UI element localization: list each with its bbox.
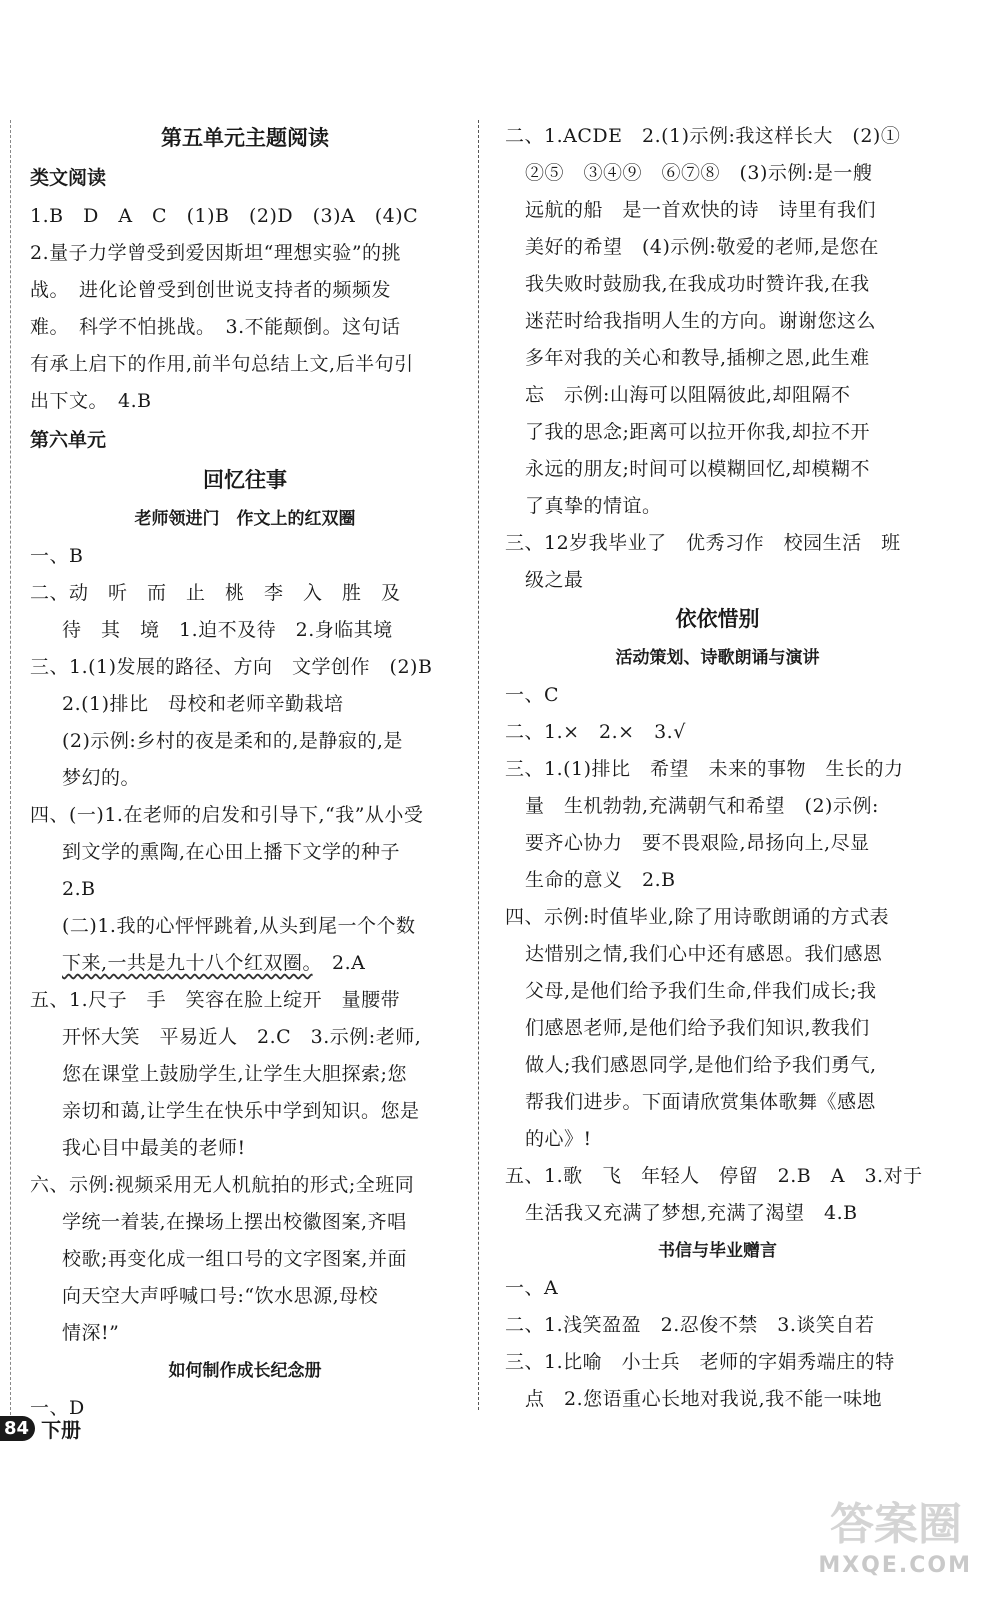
answer-line: 2.B [62,878,96,900]
answer-line: 二、1.浅笑盈盈 2.忍俊不禁 3.谈笑自若 [505,1314,875,1336]
answer-line: 要齐心协力 要不畏艰险,昂扬向上,尽显 [525,832,870,854]
answer-line: 迷茫时给我指明人生的方向。谢谢您这么 [525,310,877,332]
answer-line: 1.B D A C (1)B (2)D (3)A (4)C [30,205,419,227]
answer-line: 情深!” [62,1322,120,1344]
answer-line: 永远的朋友;时间可以模糊回忆,却模糊不 [525,458,870,480]
huiyi-title: 回忆往事 [203,468,287,492]
answer-line: 们感恩老师,是他们给予我们知识,教我们 [525,1017,870,1039]
answer-line: 学统一着装,在操场上摆出校徽图案,齐唱 [62,1211,407,1233]
answer-line: 您在课堂上鼓励学生,让学生大胆探索;您 [62,1063,407,1085]
answer-line: 忘 示例:山海可以阻隔彼此,却阻隔不 [525,384,851,406]
answer-line: 一、C [505,684,560,706]
answer-line: 的心》! [525,1128,592,1150]
answer-line: 量 生机勃勃,充满朝气和希望 (2)示例: [525,795,879,817]
left-column [30,118,460,1427]
answer-line: 三、12岁我毕业了 优秀习作 校园生活 班 [505,532,901,554]
answer-line: 四、示例:时值毕业,除了用诗歌朗诵的方式表 [505,906,889,928]
volume-label: 下册 [41,1418,82,1442]
watermark-site: MXQE.COM [818,1553,972,1578]
answer-line: 三、1.(1)发展的路径、方向 文学创作 (2)B [30,656,433,678]
answer-line: (2)示例:乡村的夜是柔和的,是静寂的,是 [62,730,403,752]
answer-line: 四、(一)1.在老师的启发和引导下,“我”从小受 [30,804,424,826]
answer-line: 开怀大笑 平易近人 2.C 3.示例:老师, [62,1026,422,1048]
jinianc-subtitle: 如何制作成长纪念册 [168,1361,322,1381]
answer-line: 远航的船 是一首欢快的诗 诗里有我们 [525,199,877,221]
section-leiwen: 类文阅读 [30,167,107,189]
answer-line: ②⑤ ③④⑨ ⑥⑦⑧ (3)示例:是一艘 [525,162,873,184]
zuowen-subtitle: 老师领进门 作文上的红双圈 [134,509,356,529]
shuxin-subtitle: 书信与毕业赠言 [658,1241,777,1261]
wavy-underlined-text: 下来,一共是九十八个红双圈。 [62,952,313,974]
answer-line: 二、1.× 2.× 3.√ [505,721,686,743]
huodong-subtitle: 活动策划、诗歌朗诵与演讲 [615,648,820,668]
answer-line: 点 2.您语重心长地对我说,我不能一味地 [525,1388,883,1410]
answer-line: 战。 进化论曾受到创世说支持者的频频发 [30,279,392,301]
answer-line: 五、1.尺子 手 笑容在脸上绽开 量腰带 [30,989,401,1011]
answer-line: (二)1.我的心怦怦跳着,从头到尾一个个数 [62,915,416,937]
answer-line: 待 其 境 1.迫不及待 2.身临其境 [62,619,393,641]
answer-line: 到文学的熏陶,在心田上播下文学的种子 [62,841,401,863]
answer-line: 达惜别之情,我们心中还有感恩。我们感恩 [525,943,883,965]
right-column [505,118,930,1418]
answer-line: 一、D [30,1397,85,1419]
answer-line: 校歌;再变化成一组口号的文字图案,并面 [62,1248,407,1270]
answer-line: 了真挚的情谊。 [525,495,662,517]
answer-line: 父母,是他们给予我们生命,伴我们成长;我 [525,980,877,1002]
answer-line: 了我的思念;距离可以拉开你我,却拉不开 [525,421,870,443]
answer-line: 生命的意义 2.B [525,869,676,891]
answer-line: 难。 科学不怕挑战。 3.不能颠倒。这句话 [30,316,401,338]
column-divider [478,120,479,1410]
answer-text: 2.A [312,952,366,974]
answer-line: 三、1.比喻 小士兵 老师的字娟秀端庄的特 [505,1351,895,1373]
answer-line: 我失败时鼓励我,在我成功时赞许我,在我 [525,273,870,295]
answer-line: 三、1.(1)排比 希望 未来的事物 生长的力 [505,758,904,780]
answer-line [30,945,460,982]
answer-line: 有承上启下的作用,前半句总结上文,后半句引 [30,353,414,375]
page-footer [0,1414,81,1443]
left-margin-line [10,120,11,1420]
answer-line: 一、A [505,1277,559,1299]
answer-line: 生活我又充满了梦想,充满了渴望 4.B [525,1202,858,1224]
answer-line: 梦幻的。 [62,767,141,789]
answer-line: 做人;我们感恩同学,是他们给予我们勇气, [525,1054,877,1076]
answer-line: 六、示例:视频采用无人机航拍的形式;全班同 [30,1174,415,1196]
answer-line: 二、1.ACDE 2.(1)示例:我这样长大 (2)① [505,125,901,147]
watermark-logo: 答案圈 [830,1499,962,1550]
answer-line: 美好的希望 (4)示例:敬爱的老师,是您在 [525,236,879,258]
answer-line: 亲切和蔼,让学生在快乐中学到知识。您是 [62,1100,420,1122]
unit6-title: 第六单元 [30,429,107,451]
answer-line: 我心目中最美的老师! [62,1137,246,1159]
page-number: 84 [0,1416,35,1441]
answer-line: 级之最 [525,569,584,591]
answer-line: 2.量子力学曾受到爱因斯坦“理想实验”的挑 [30,242,402,264]
answer-line: 二、动 听 而 止 桃 李 入 胜 及 [30,582,401,604]
answer-line: 多年对我的关心和教导,插柳之恩,此生难 [525,347,870,369]
yiyi-title: 依依惜别 [675,607,760,631]
answer-line: 向天空大声呼喊口号:“饮水思源,母校 [62,1285,379,1307]
answer-line: 出下文。 4.B [30,390,152,412]
answer-line: 帮我们进步。下面请欣赏集体歌舞《感恩 [525,1091,877,1113]
answer-line: 一、B [30,545,84,567]
site-watermark [772,1488,972,1578]
answer-line: 2.(1)排比 母校和老师辛勤栽培 [62,693,344,715]
answer-line: 五、1.歌 飞 年轻人 停留 2.B A 3.对于 [505,1165,923,1187]
unit5-title: 第五单元主题阅读 [161,126,329,150]
